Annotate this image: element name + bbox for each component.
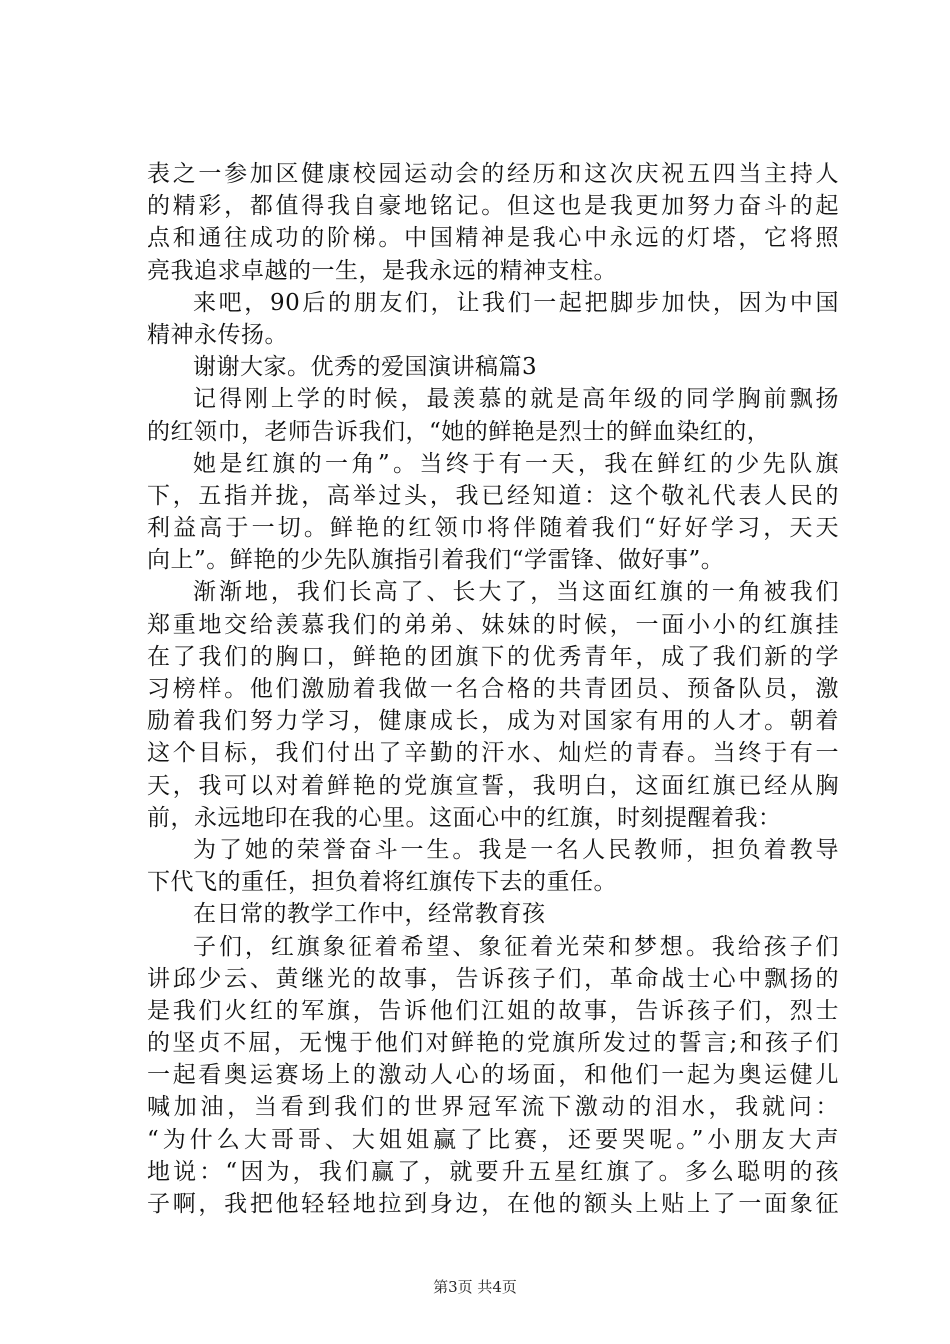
text-line: 为了她的荣誉奋斗一生。我是一名人民教师，担负着教导 <box>193 836 839 863</box>
text-line: 一起看奥运赛场上的激动人心的场面，和他们一起为奥运健儿 <box>147 1062 839 1089</box>
text-line: 郑重地交给羡慕我们的弟弟、妹妹的时候，一面小小的红旗挂 <box>147 611 839 638</box>
text-line: 下，五指并拢，高举过头，我已经知道：这个敬礼代表人民的 <box>147 482 839 509</box>
text-line: “为什么大哥哥、大姐姐赢了比赛，还要哭呢。”小朋友大声 <box>147 1126 839 1153</box>
text-line: 向上”。鲜艳的少先队旗指引着我们“学雷锋、做好事”。 <box>147 547 725 574</box>
text-line: 来吧，90后的朋友们，让我们一起把脚步加快，因为中国 <box>193 289 839 316</box>
text-line: 点和通往成功的阶梯。中国精神是我心中永远的灯塔，它将照 <box>147 225 839 252</box>
text-line: 在日常的教学工作中，经常教育孩 <box>193 901 546 928</box>
text-line: 是我们火红的军旗，告诉他们江姐的故事，告诉孩子们，烈士 <box>147 997 839 1024</box>
text-line: 在了我们的胸口，鲜艳的团旗下的优秀青年，成了我们新的学 <box>147 643 839 670</box>
text-line: 的精彩，都值得我自豪地铭记。但这也是我更加努力奋斗的起 <box>147 193 839 220</box>
text-line: 讲邱少云、黄继光的故事，告诉孩子们，革命战士心中飘扬的 <box>147 965 839 992</box>
text-line: 渐渐地，我们长高了、长大了，当这面红旗的一角被我们 <box>193 579 839 606</box>
text-line: 励着我们努力学习，健康成长，成为对国家有用的人才。朝着 <box>147 708 839 735</box>
text-line: 记得刚上学的时候，最羡慕的就是高年级的同学胸前飘扬 <box>193 386 839 413</box>
text-line: 这个目标，我们付出了辛勤的汗水、灿烂的青春。当终于有一 <box>147 740 839 767</box>
text-line: 利益高于一切。鲜艳的红领巾将伴随着我们“好好学习，天天 <box>147 515 839 542</box>
text-line: 的坚贞不屈，无愧于他们对鲜艳的党旗所发过的誓言;和孩子们 <box>147 1030 839 1057</box>
page-footer <box>0 1276 950 1297</box>
text-line: 习榜样。他们激励着我做一名合格的共青团员、预备队员，激 <box>147 676 839 702</box>
text-line: 表之一参加区健康校园运动会的经历和这次庆祝五四当主持人 <box>147 161 839 187</box>
text-line: 子们，红旗象征着希望、象征着光荣和梦想。我给孩子们 <box>193 933 839 960</box>
text-line: 喊加油，当看到我们的世界冠军流下激动的泪水，我就问： <box>147 1094 839 1121</box>
text-line: 她是红旗的一角”。当终于有一天，我在鲜红的少先队旗 <box>193 450 839 477</box>
text-line: 天，我可以对着鲜艳的党旗宣誓，我明白，这面红旗已经从胸 <box>147 772 839 799</box>
text-line: 下代飞的重任，担负着将红旗传下去的重任。 <box>147 869 617 896</box>
page-number: 第3页 共4页 <box>433 1278 517 1296</box>
text-line: 谢谢大家。优秀的爱国演讲稿篇3 <box>193 354 538 381</box>
text-line: 亮我追求卓越的一生，是我永远的精神支柱。 <box>147 257 617 284</box>
document-body <box>147 158 839 1220</box>
text-line: 子啊，我把他轻轻地拉到身边，在他的额头上贴上了一面象征 <box>147 1191 839 1217</box>
text-line: 的红领巾，老师告诉我们，“她的鲜艳是烈士的鲜血染红的， <box>147 418 771 445</box>
text-line: 地说：“因为，我们赢了，就要升五星红旗了。多么聪明的孩 <box>147 1158 839 1185</box>
text-line: 前，永远地印在我的心里。这面心中的红旗，时刻提醒着我： <box>147 804 782 831</box>
text-line: 精神永传扬。 <box>147 321 288 348</box>
